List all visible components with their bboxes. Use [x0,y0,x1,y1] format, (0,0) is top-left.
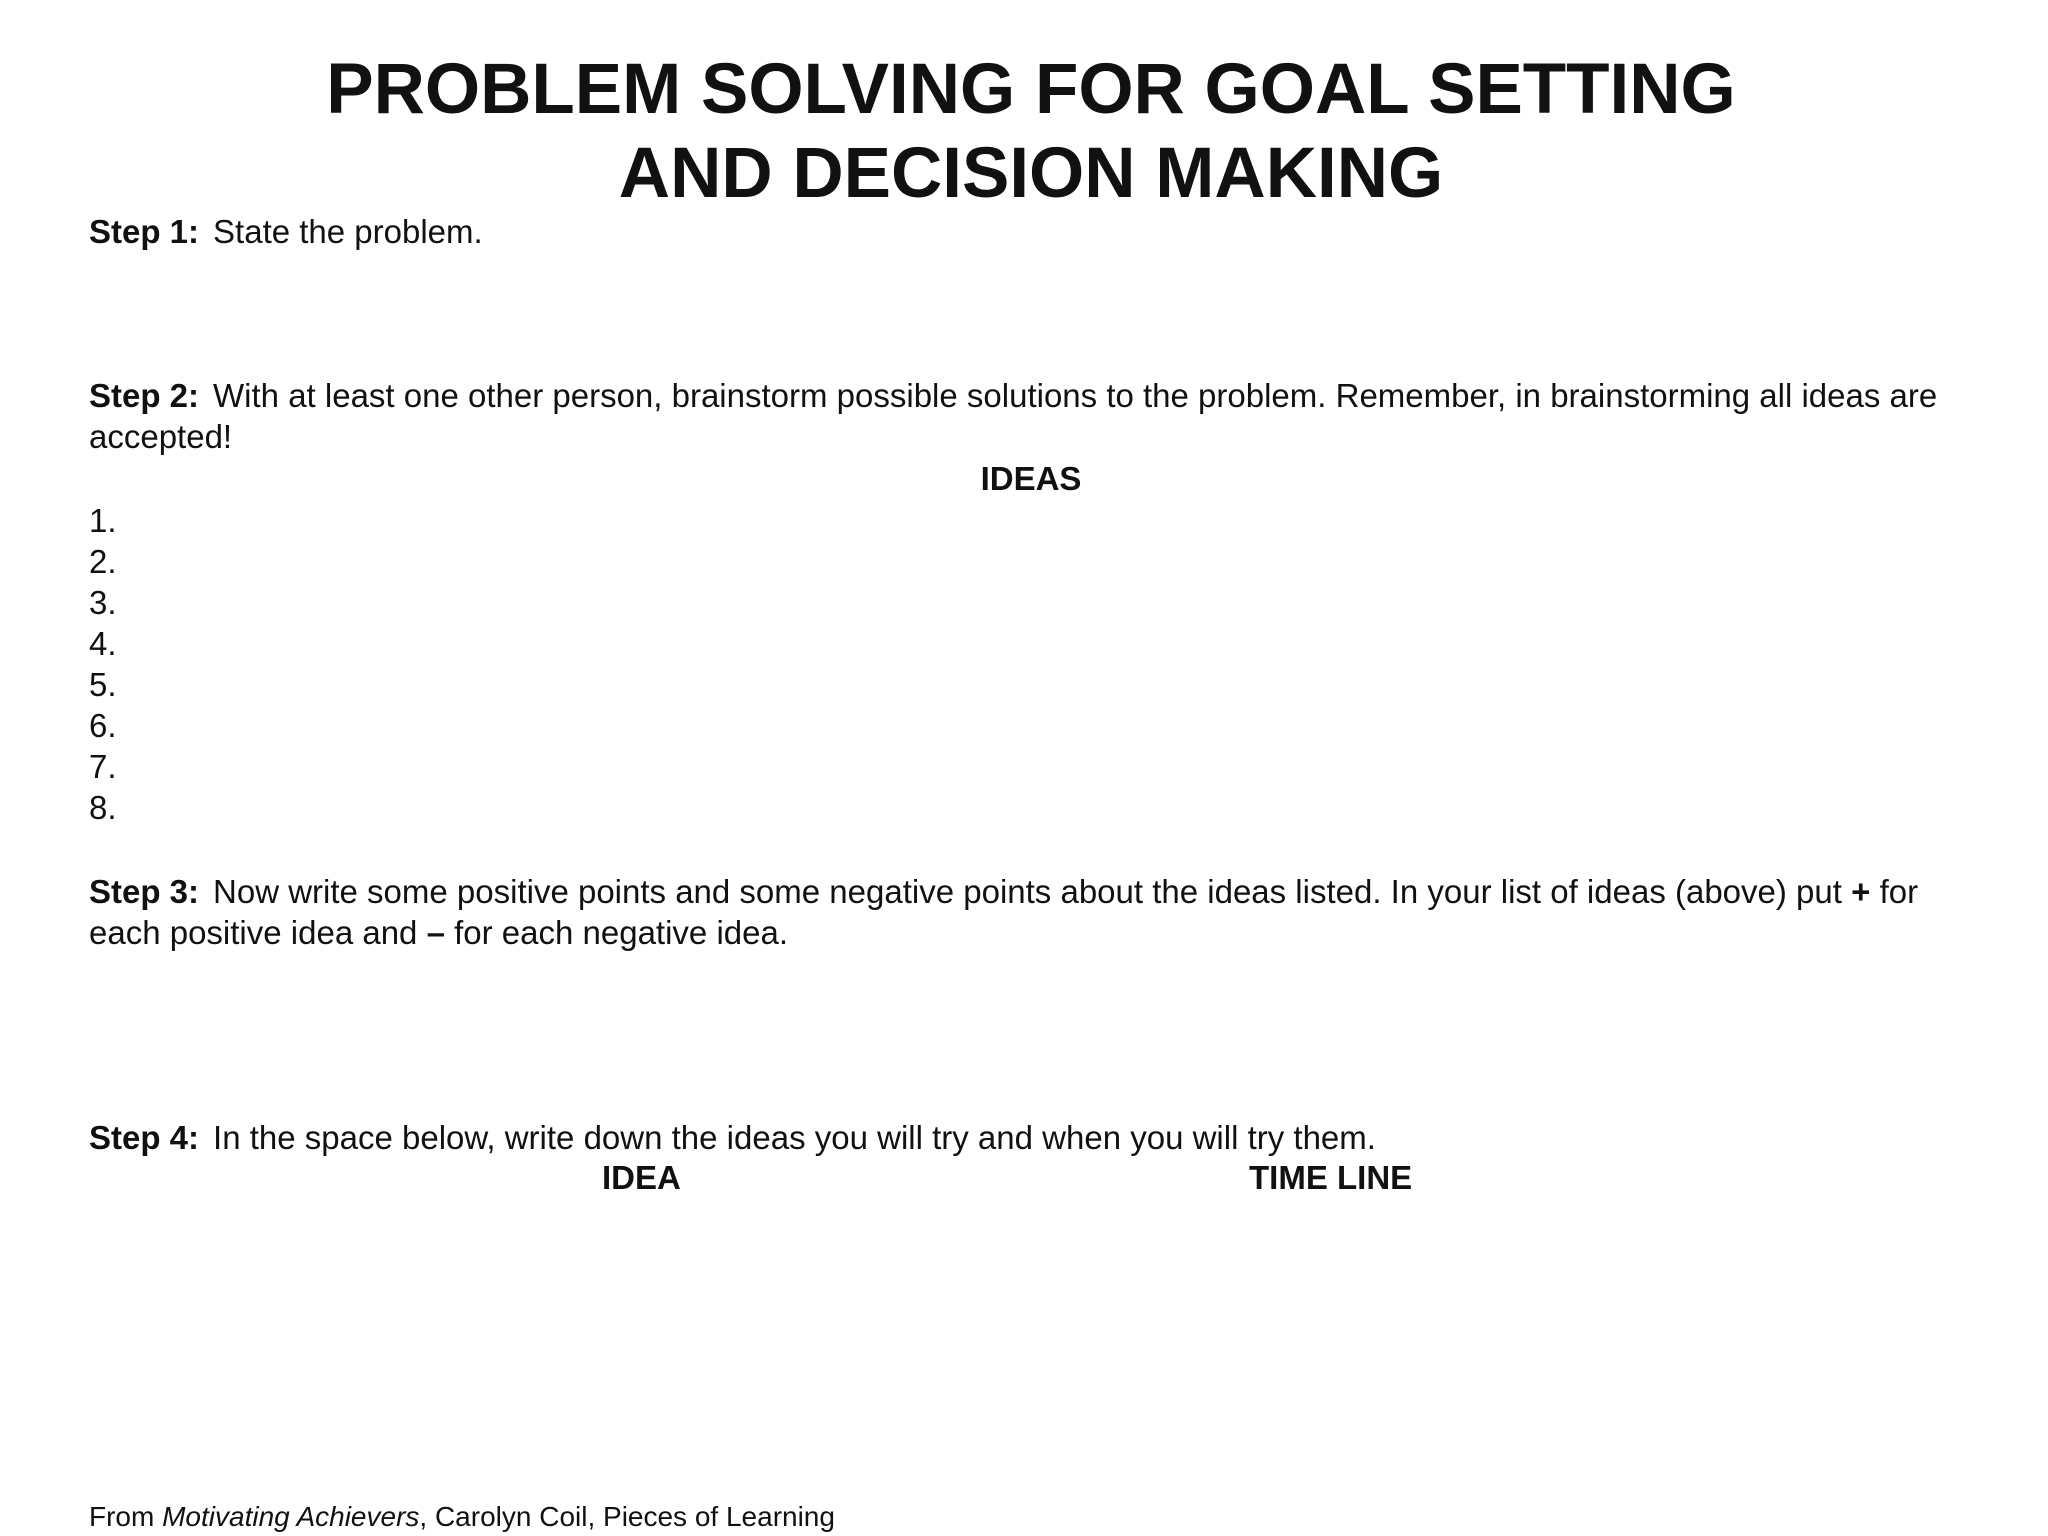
worksheet-title [0,48,2048,216]
timeline-column-heading: TIME LINE [1249,1159,1413,1196]
step-1-text: State the problem. [213,213,483,250]
ideas-list [89,500,117,828]
source-credit [89,1500,835,1534]
credit-prefix: From [89,1501,155,1532]
title-line-2: AND DECISION MAKING [618,134,1444,213]
step-2-text: With at least one other person, brainstorm possible solutions to the problem. Remember, in brainstorming all ideas are accepted! [89,377,1938,455]
idea-number: 5. [89,666,117,703]
step-3-text-part-2: for each positive idea and [89,873,1919,951]
idea-number: 8. [89,789,117,826]
minus-symbol: – [426,914,445,951]
idea-number: 6. [89,707,117,744]
plus-symbol: + [1851,873,1871,910]
idea-number: 2. [89,543,117,580]
idea-number: 3. [89,584,117,621]
step-3-label: Step 3: [89,873,200,910]
idea-column-heading: IDEA [602,1159,681,1196]
idea-number: 7. [89,748,117,785]
step-3-text-part-1: Now write some positive points and some negative points about the ideas listed. In your list of ideas (above) put [213,873,1842,910]
step-3 [89,871,1979,953]
step-2-label: Step 2: [89,377,200,414]
step-4 [89,1117,1979,1158]
step-4-label: Step 4: [89,1119,200,1156]
idea-number: 4. [89,625,117,662]
step-1 [89,211,1979,252]
book-title: Motivating Achievers [162,1501,420,1532]
step-3-text-part-3: for each negative idea. [454,914,789,951]
step-4-text: In the space below, write down the ideas you will try and when you will try them. [213,1119,1376,1156]
credit-suffix: , Carolyn Coil, Pieces of Learning [419,1501,835,1532]
step-2 [89,375,1979,457]
title-line-1: PROBLEM SOLVING FOR GOAL SETTING [326,50,1736,129]
ideas-heading: IDEAS [980,460,1082,497]
idea-number: 1. [89,502,117,539]
step-1-label: Step 1: [89,213,200,250]
